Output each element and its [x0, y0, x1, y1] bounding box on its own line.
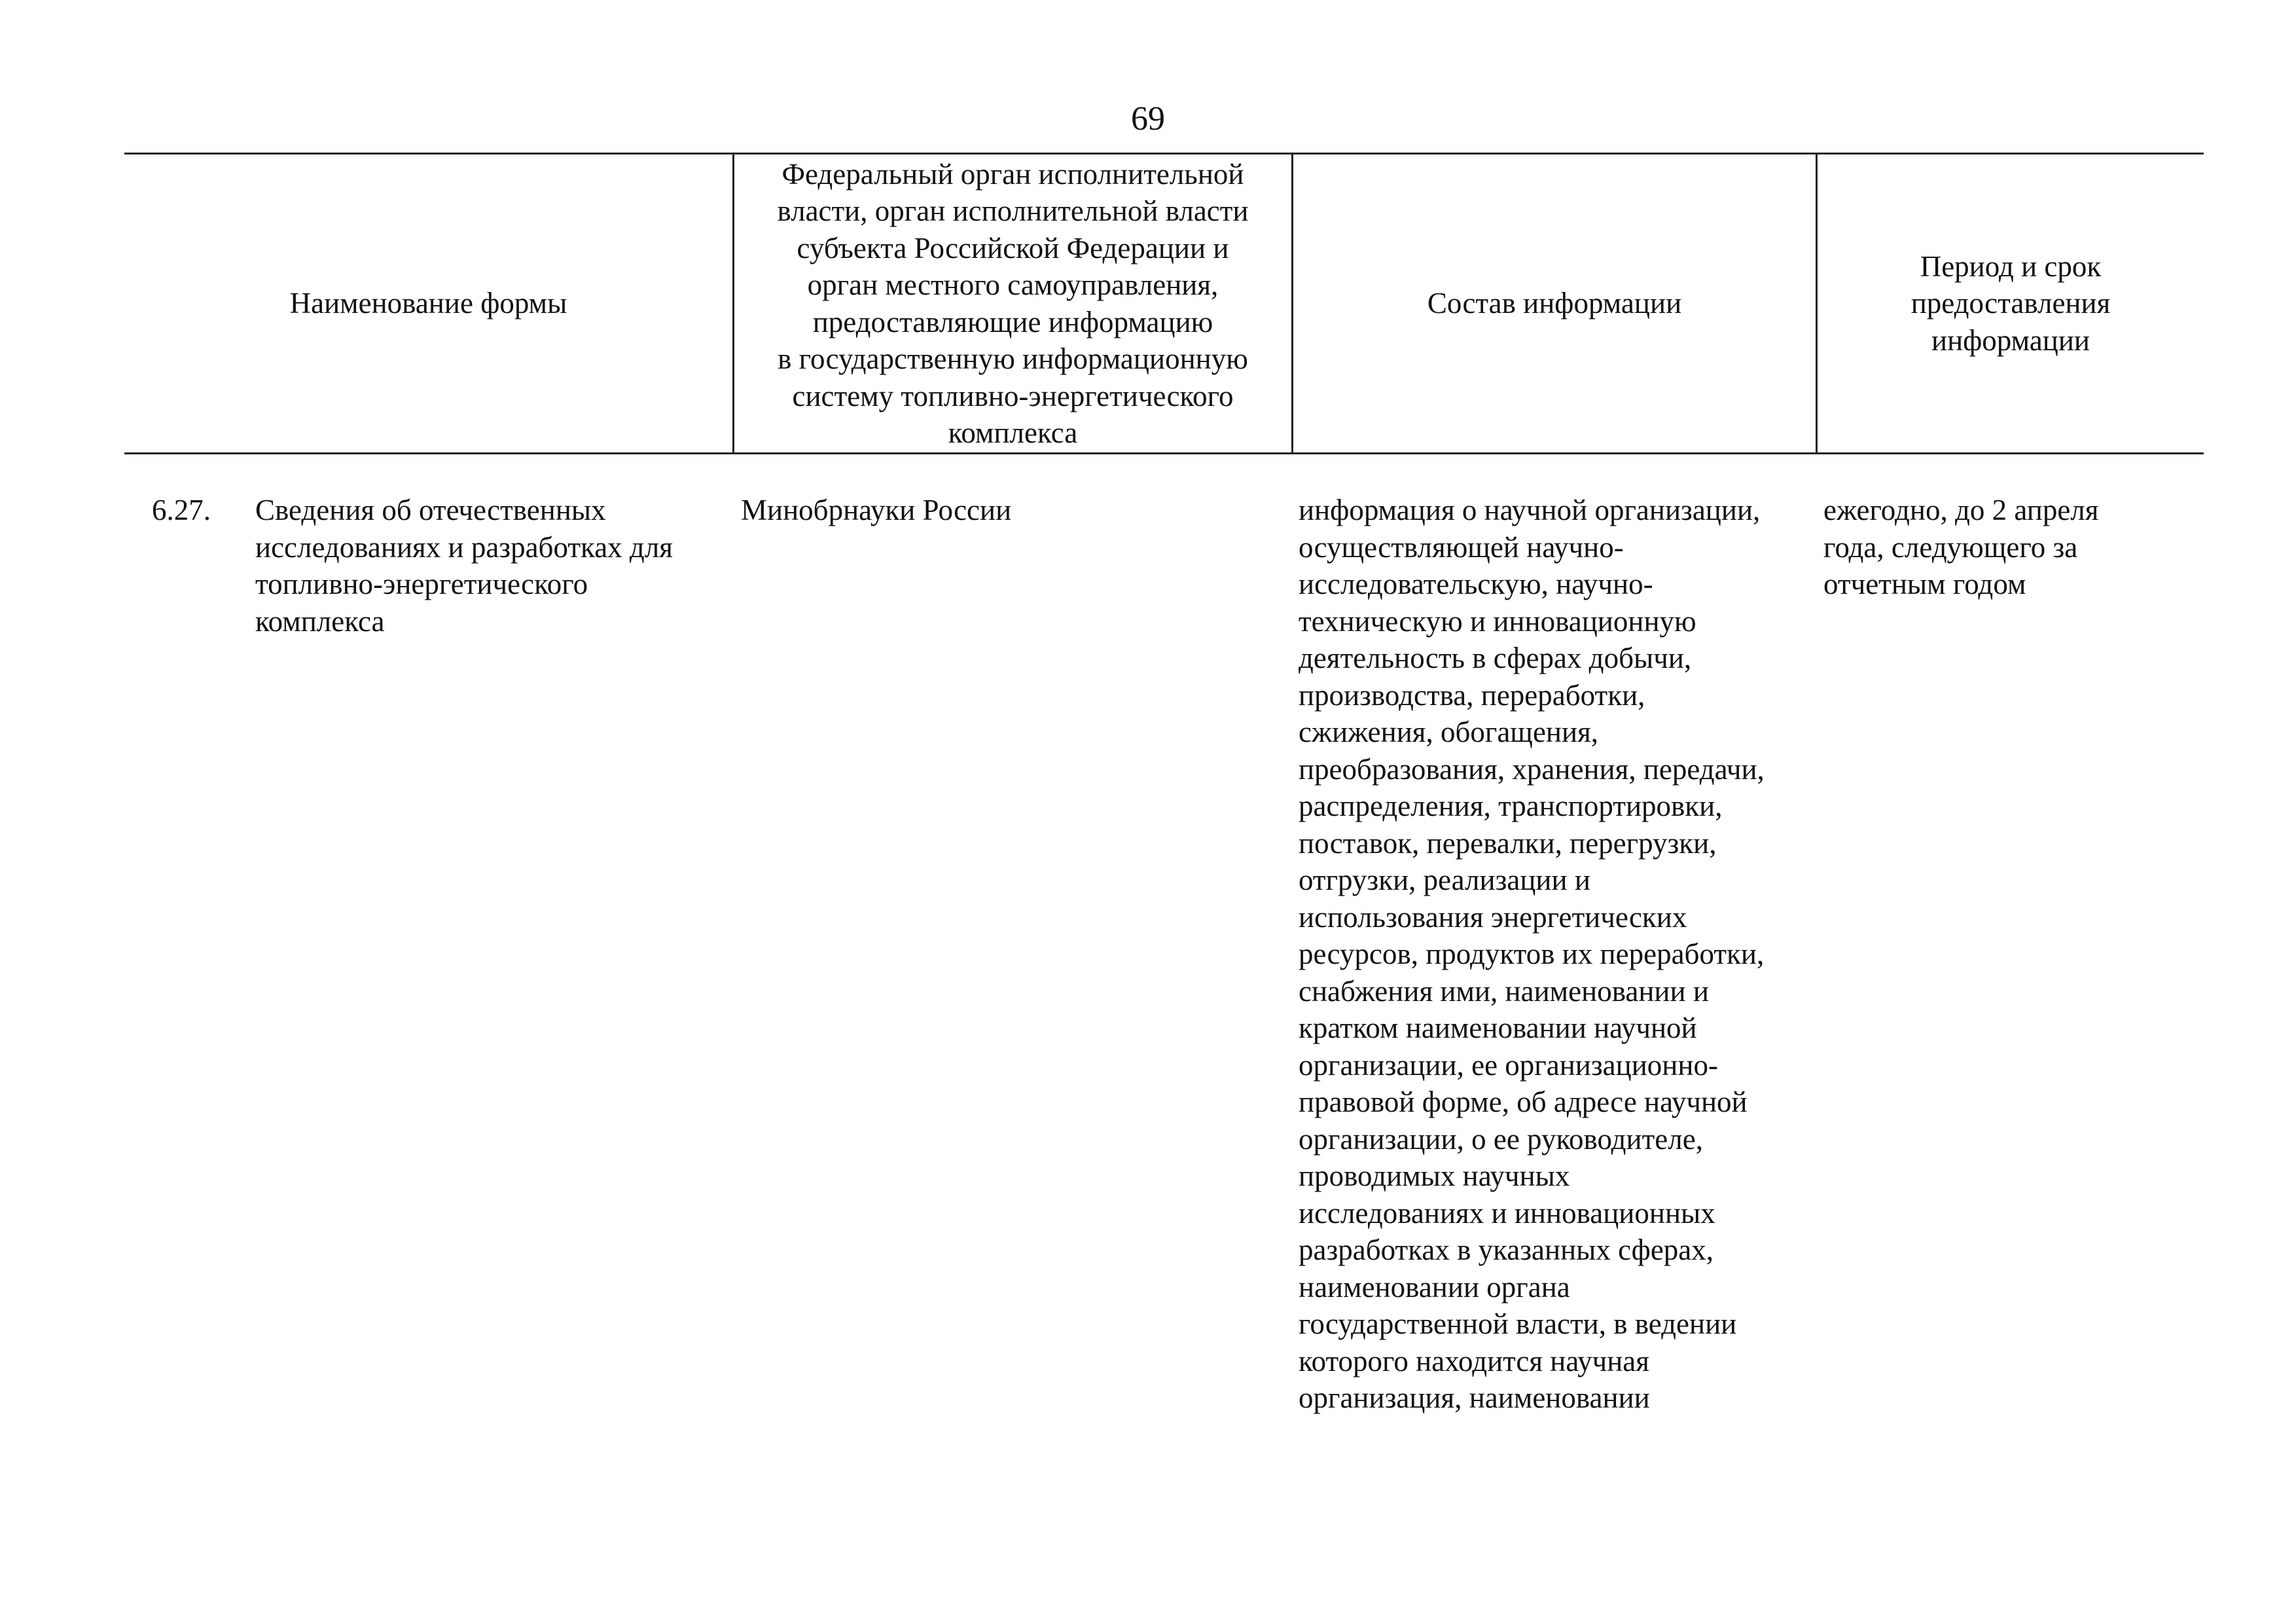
header-period: Период и срок предоставления информации — [1910, 249, 2111, 357]
table-header-bottom-rule — [124, 452, 2204, 454]
row-authority: Минобрнауки России — [741, 494, 1012, 526]
header-authority: Федеральный орган исполнительной власти, орган исполнительной власти субъекта Российской Федерации и орган местного самоуправления, предоставляющие информацию в государственную информационную систему топливно-энергетического комплекса — [777, 157, 1249, 449]
row-number: 6.27. — [152, 494, 211, 526]
page-number: 69 — [1131, 100, 1165, 137]
row-composition: информация о научной организации, осуществляющей научно- исследовательскую, научно- техническую и инновационную деятельность в сферах добычи, производства, переработки, сжижения, обогащения, преобразования, хранения, передачи, распределения, транспортировки, поставок, перевалки, перегрузки, отгрузки, реализации и использования энергетических ресурсов, продуктов их переработки, снабжения ими, наименовании и кратком наименовании научной организации, ее организационно- правовой форме, об адресе научной организации, о ее руководителе, проводимых научных исследованиях и инновационных разработках в указанных сферах, наименовании органа государственной власти, в ведении которого находится научная организация, наименовании — [1299, 494, 1765, 1414]
row-form-name: Сведения об отечественных исследованиях и разработках для топливно-энергетического комплекса — [255, 494, 673, 638]
header-form-name: Наименование формы — [289, 287, 567, 320]
row-period: ежегодно, до 2 апреля года, следующего за отчетным годом — [1823, 494, 2099, 600]
header-composition: Состав информации — [1427, 287, 1682, 320]
